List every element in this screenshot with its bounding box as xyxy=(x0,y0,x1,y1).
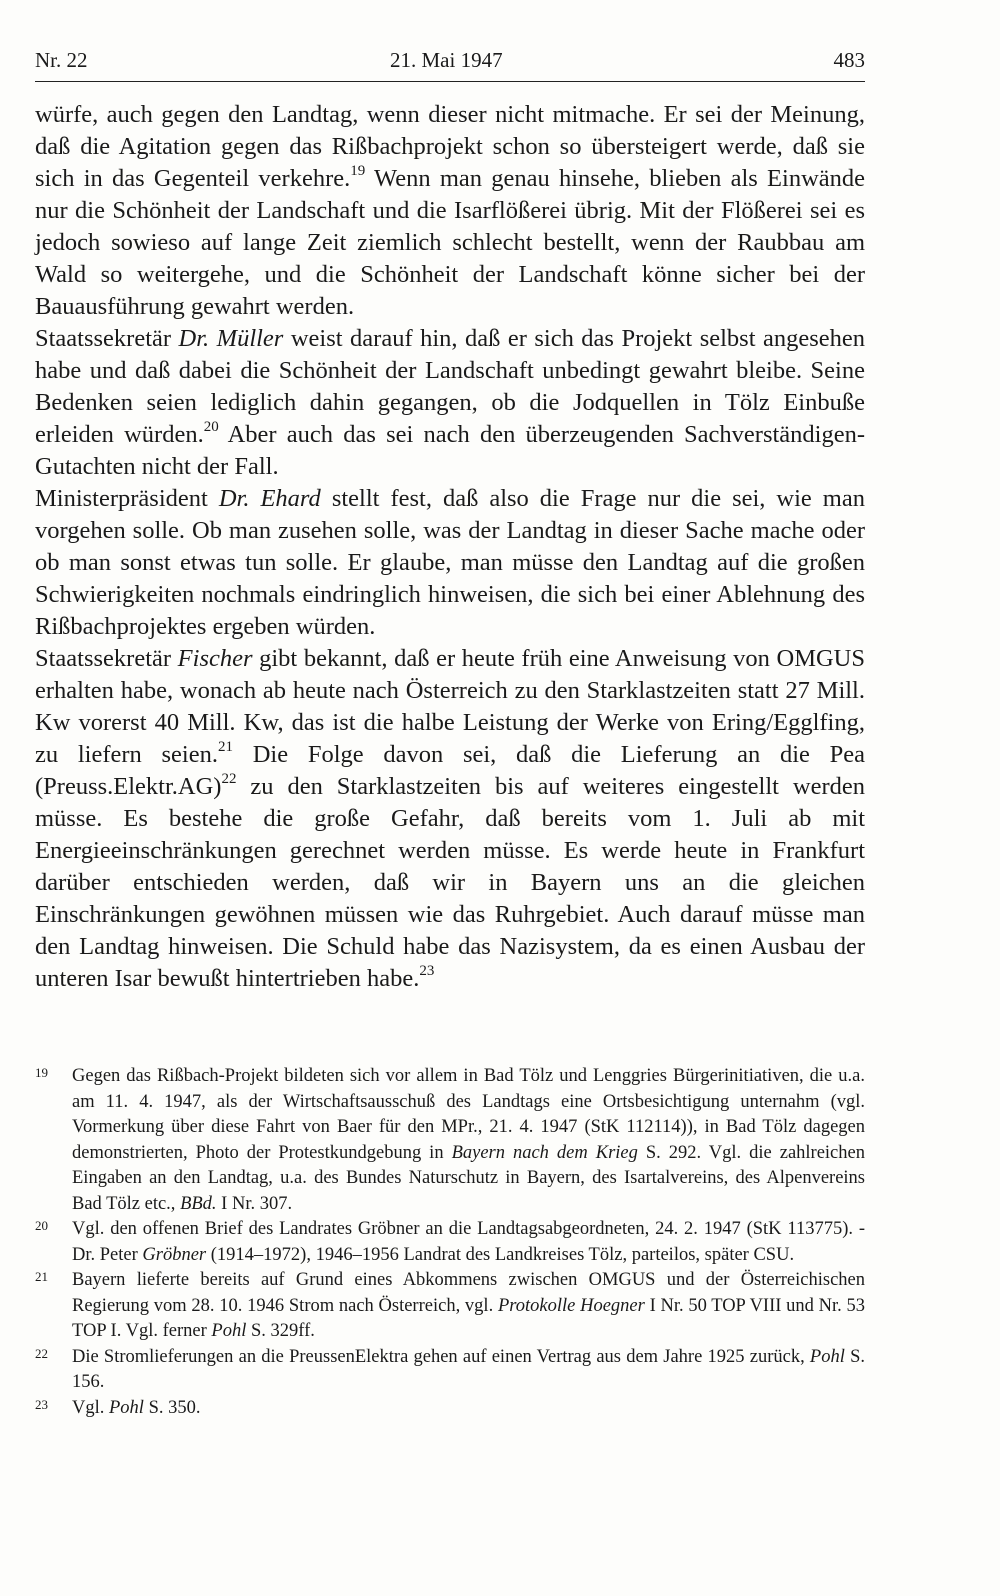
text-run: S. 156. xyxy=(72,1346,866,1392)
text-run: Vgl. den offenen Brief des Landrates Gröbner an die Landtagsabgeordneten, 24. 2. 1947 (StK 113775). - Dr. Peter xyxy=(72,1219,865,1265)
text-run: weist darauf hin, daß er sich das Projekt selbst angesehen habe und daß dabei die Schönheit der Landschaft unbedingt gewahrt bleibe. Seine Bedenken seien lediglich dahin gegangen, ob die Jodquellen in Tölz Einbuße erleiden würden. xyxy=(35,325,866,448)
footnote-number: 23 xyxy=(35,1396,48,1412)
text-run: I Nr. 307. xyxy=(216,1193,293,1214)
text-run: Die Stromlieferungen an die PreussenElektra gehen auf einen Vertrag aus dem Jahre 1925 zurück, xyxy=(72,1346,810,1367)
text-run: zu den Starklastzeiten bis auf weiteres eingestellt werden müsse. Es bestehe die große Gefahr, daß bereits vom 1. Juli ab mit Energieeinschränkungen gerechnet werden müsse. Es werde heute in Frankfurt darüber entschieden werden, daß wir in Bayern uns an die gleichen Einschränkungen gewöhnen müssen wie das Ruhrgebiet. Auch darauf müsse man den Landtag hinweisen. Die Schuld habe das Nazisystem, da es einen Ausbau der unteren Isar bewußt hintertrieben habe. xyxy=(35,773,865,992)
text-run: Staatssekretär xyxy=(35,325,179,352)
footnote-reference: 21 xyxy=(217,738,233,755)
body-paragraph xyxy=(35,99,865,323)
italic-name: Protokolle Hoegner xyxy=(497,1295,645,1316)
page-number: 483 xyxy=(833,48,865,72)
document-number: Nr. 22 xyxy=(35,48,88,72)
body-paragraph xyxy=(35,643,865,995)
footnote-number: 22 xyxy=(35,1345,48,1361)
body-paragraph xyxy=(35,323,865,483)
footnote xyxy=(35,1345,865,1396)
text-run: Die Folge davon sei, daß die Lieferung an die Pea (Preuss.Elektr.AG) xyxy=(35,741,865,800)
footnote-number: 20 xyxy=(35,1218,48,1233)
italic-name: BBd. xyxy=(180,1193,217,1214)
italic-name: Dr. Müller xyxy=(178,325,284,352)
text-run: Aber auch das sei nach den überzeugenden Sachverständigen-Gutachten nicht der Fall. xyxy=(35,421,865,480)
body-paragraph xyxy=(35,483,865,643)
footnote xyxy=(35,1064,865,1217)
footnote xyxy=(35,1268,865,1345)
text-run: S. 329ff. xyxy=(246,1321,315,1341)
footnote xyxy=(35,1396,865,1422)
text-run: (1914–1972), 1946–1956 Landrat des Landkreises Tölz, parteilos, später CSU. xyxy=(206,1244,795,1265)
document-date: 21. Mai 1947 xyxy=(390,48,503,72)
footnote-number: 19 xyxy=(35,1065,48,1080)
italic-name: Pohl xyxy=(109,1397,144,1418)
body-text xyxy=(35,99,865,995)
text-run: Wenn man genau hinsehe, blieben als Einwände nur die Schönheit der Landschaft und die Isarflößerei übrig. Mit der Flößerei sei es jedoch sowieso auf lange Zeit ziemlich schlecht bestellt, wenn der Raubbau am Wald so weitergehe, und die Schönheit der Landschaft könne sicher bei der Bauausführung gewahrt werden. xyxy=(35,165,866,320)
italic-name: Dr. Ehard xyxy=(218,485,321,512)
text-run: Staatssekretär xyxy=(35,645,178,672)
text-run: I Nr. 50 TOP VIII und Nr. 53 TOP I. Vgl. ferner xyxy=(72,1295,866,1341)
text-run: S. 292. Vgl. die zahlreichen Eingaben an den Landtag, u.a. des Bundes Naturschutz in Bayern, des Isartalvereins, des Alpenvereins Bad Tölz etc., xyxy=(72,1142,865,1214)
text-run: stellt fest, daß also die Frage nur die sei, wie man vorgehen solle. Ob man zusehen solle, was der Landtag in dieser Sache mache oder ob man sonst etwas tun solle. Er glaube, man müsse den Landtag auf die großen Schwierigkeiten nochmals eindringlich hinweisen, die sich bei einer Ablehnung des Rißbachprojektes ergeben würden. xyxy=(35,485,865,640)
footnote-reference: 22 xyxy=(221,770,237,787)
text-run: würfe, auch gegen den Landtag, wenn dieser nicht mitmache. Er sei der Meinung, daß die Agitation gegen das Rißbachprojekt schon so übersteigert werde, daß sie sich in das Gegenteil verkehre. xyxy=(35,101,865,192)
footnote xyxy=(35,1217,865,1268)
footnotes xyxy=(35,1064,865,1421)
italic-name: Fischer xyxy=(177,645,253,672)
text-run: Bayern lieferte bereits auf Grund eines Abkommens zwischen OMGUS und der Österreichischen Regierung vom 28. 10. 1946 Strom nach Österreich, vgl. xyxy=(72,1270,865,1316)
footnote-reference: 19 xyxy=(350,162,366,179)
italic-name: Pohl xyxy=(211,1321,247,1341)
italic-name: Bayern nach dem Krieg xyxy=(451,1142,638,1163)
footnote-reference: 20 xyxy=(203,418,219,435)
text-run: Ministerpräsident xyxy=(35,485,219,512)
document-page xyxy=(35,0,865,1596)
text-run: gibt bekannt, daß er heute früh eine Anweisung von OMGUS erhalten habe, wonach ab heute nach Österreich zu den Starklastzeiten statt 27 Mill. Kw vorerst 40 Mill. Kw, das ist die halbe Leistung der Werke von Ering/Egglfing, zu liefern seien. xyxy=(35,645,865,768)
text-run: S. 350. xyxy=(143,1397,201,1418)
running-head xyxy=(35,48,865,78)
footnote-reference: 23 xyxy=(419,962,435,979)
text-run: Gegen das Rißbach-Projekt bildeten sich vor allem in Bad Tölz und Lenggries Bürgerinitiativen, die u.a. am 11. 4. 1947, als der Wirtschaftsausschuß des Landtags eine Ortsbesichtigung unternahm (vgl. Vormerkung über diese Fahrt von Baer für den MPr., 21. 4. 1947 (StK 112114)), in Bad Tölz dagegen demonstrierten, Photo der Protestkundgebung in xyxy=(72,1066,865,1163)
footnote-number: 21 xyxy=(35,1269,48,1284)
italic-name: Gröbner xyxy=(142,1244,207,1265)
header-rule xyxy=(35,81,865,82)
text-run: Vgl. xyxy=(72,1397,109,1418)
italic-name: Pohl xyxy=(809,1346,845,1367)
